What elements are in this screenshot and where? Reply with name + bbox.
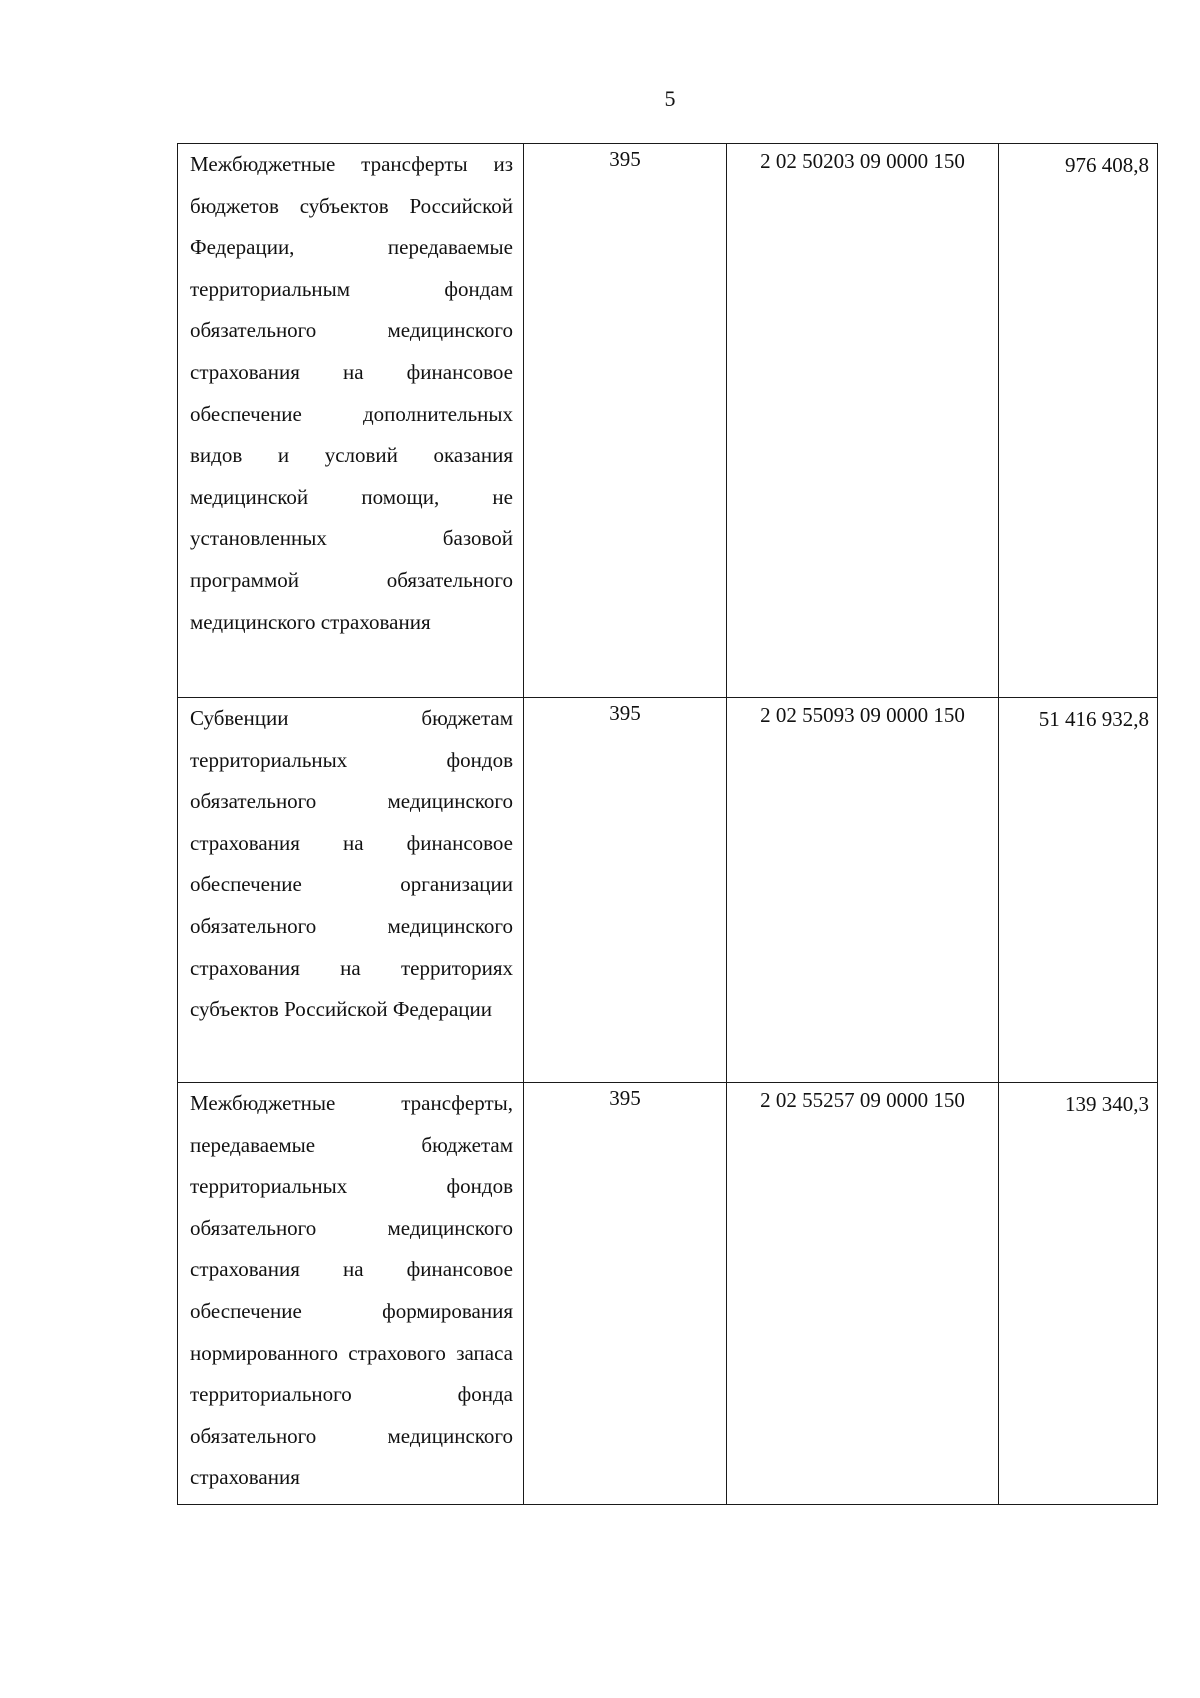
- amount-cell: 139 340,3: [999, 1083, 1158, 1505]
- budget-revenue-table: [177, 143, 1158, 1505]
- amount-cell: 976 408,8: [999, 144, 1158, 698]
- page-number: 5: [664, 86, 676, 111]
- table-row: [178, 144, 1158, 698]
- administrator-code-cell: 395: [524, 698, 727, 1083]
- revenue-name-cell: Межбюджетные трансферты из бюджетов субъектов Российской Федерации, передаваемые территориальным фондам обязательного медицинского страхования на финансовое обеспечение дополнительных видов и условий оказания медицинской помощи, не установленных базовой программой обязательного медицинского страхования: [178, 144, 524, 698]
- amount-cell: 51 416 932,8: [999, 698, 1158, 1083]
- table-row: [178, 1083, 1158, 1505]
- budget-classification-code-cell: 2 02 55093 09 0000 150: [727, 698, 999, 1083]
- revenue-name-cell: Субвенции бюджетам территориальных фондов обязательного медицинского страхования на финансовое обеспечение организации обязательного медицинского страхования на территориях субъектов Российской Федерации: [178, 698, 524, 1083]
- budget-classification-code-cell: 2 02 55257 09 0000 150: [727, 1083, 999, 1505]
- administrator-code-cell: 395: [524, 1083, 727, 1505]
- budget-classification-code-cell: 2 02 50203 09 0000 150: [727, 144, 999, 698]
- table-row: [178, 698, 1158, 1083]
- administrator-code-cell: 395: [524, 144, 727, 698]
- revenue-name-cell: Межбюджетные трансферты, передаваемые бюджетам территориальных фондов обязательного медицинского страхования на финансовое обеспечение формирования нормированного страхового запаса территориального фонда обязательного медицинского страхования: [178, 1083, 524, 1505]
